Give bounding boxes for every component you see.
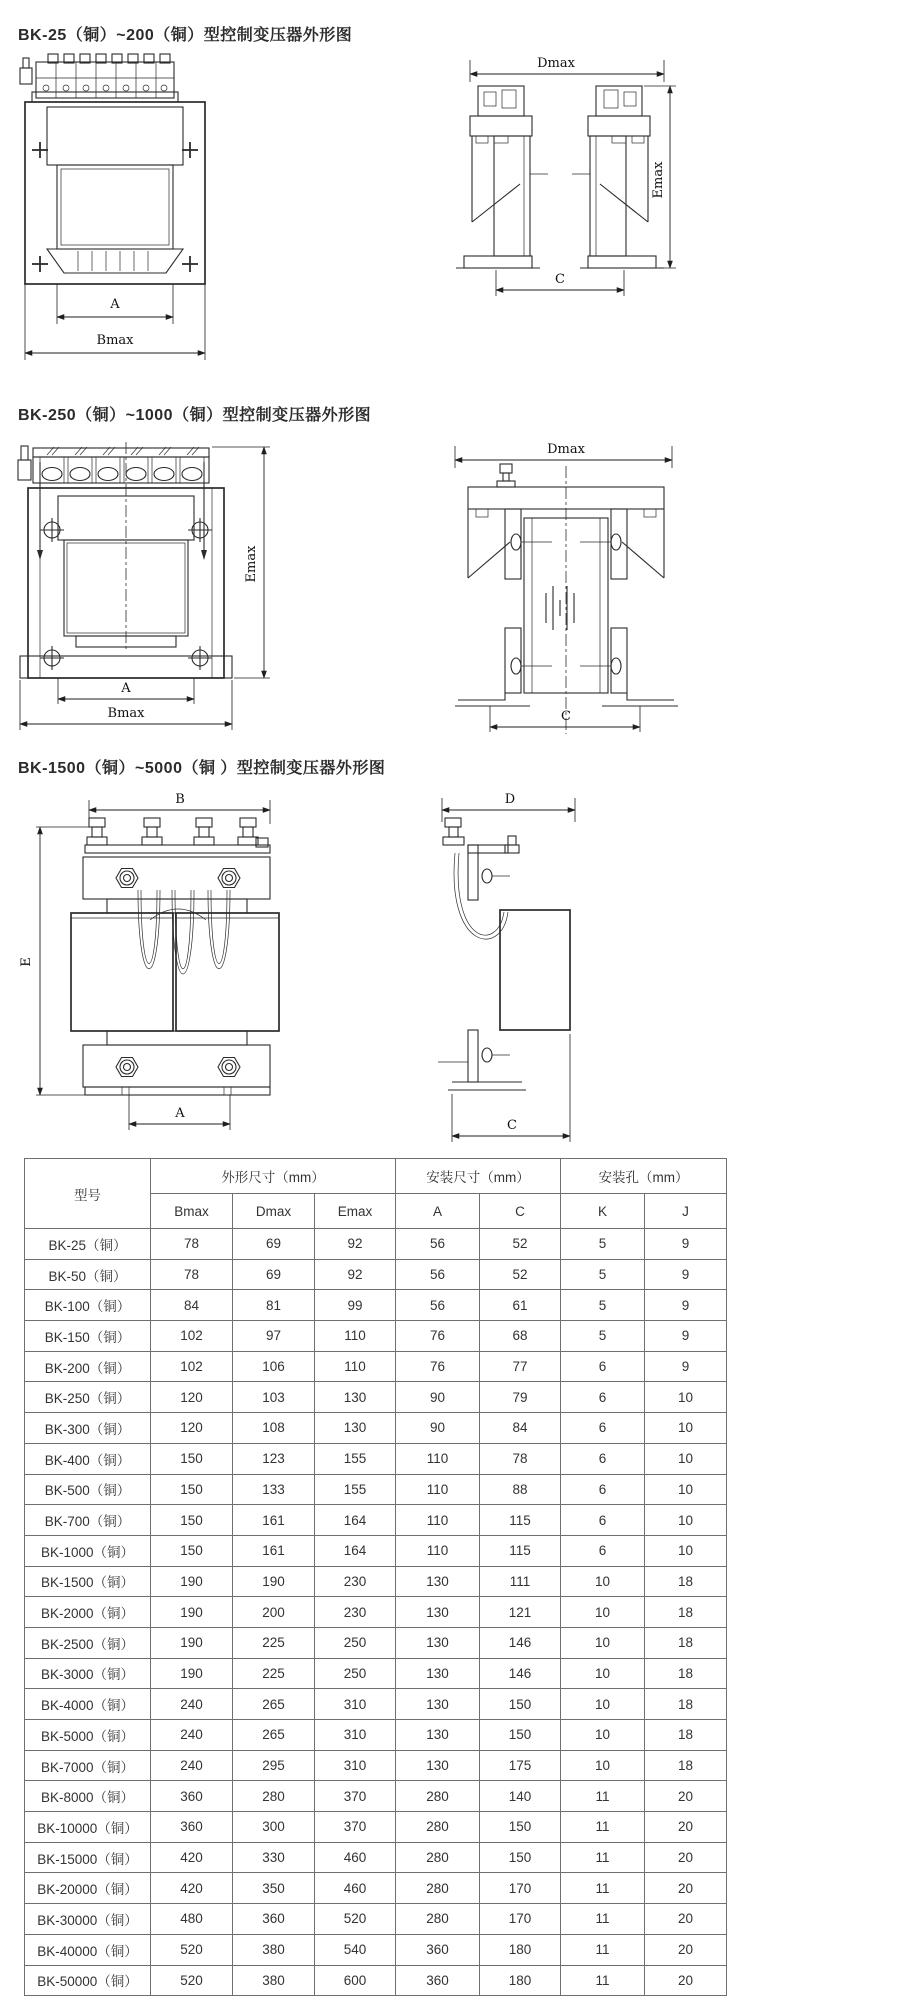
model-cell: BK-500（铜） [25, 1474, 151, 1505]
value-cell: 56 [396, 1259, 480, 1290]
value-cell: 190 [151, 1566, 233, 1597]
value-cell: 180 [480, 1965, 561, 1996]
value-cell: 69 [233, 1259, 315, 1290]
value-cell: 110 [315, 1321, 396, 1352]
value-cell: 170 [480, 1873, 561, 1904]
value-cell: 69 [233, 1229, 315, 1260]
value-cell: 370 [315, 1812, 396, 1843]
value-cell: 190 [151, 1627, 233, 1658]
dim-label-a: A [110, 297, 120, 312]
value-cell: 61 [480, 1290, 561, 1321]
value-cell: 84 [480, 1413, 561, 1444]
table-row [25, 1965, 727, 1996]
model-cell: BK-1000（铜） [25, 1535, 151, 1566]
value-cell: 130 [396, 1566, 480, 1597]
value-cell: 480 [151, 1904, 233, 1935]
value-cell: 11 [561, 1842, 645, 1873]
value-cell: 164 [315, 1535, 396, 1566]
side-view-small-transformer [456, 56, 676, 296]
value-cell: 130 [396, 1627, 480, 1658]
value-cell: 130 [396, 1597, 480, 1628]
value-cell: 140 [480, 1781, 561, 1812]
value-cell: 280 [396, 1873, 480, 1904]
value-cell: 10 [561, 1566, 645, 1597]
dim-label-c: C [561, 709, 571, 724]
value-cell: 76 [396, 1351, 480, 1382]
value-cell: 76 [396, 1321, 480, 1352]
table-row [25, 1750, 727, 1781]
side-view-large-transformer [438, 792, 575, 1142]
model-cell: BK-5000（铜） [25, 1720, 151, 1751]
value-cell: 420 [151, 1873, 233, 1904]
value-cell: 108 [233, 1413, 315, 1444]
value-cell: 9 [645, 1290, 727, 1321]
table-row [25, 1474, 727, 1505]
value-cell: 110 [396, 1474, 480, 1505]
value-cell: 460 [315, 1842, 396, 1873]
value-cell: 310 [315, 1720, 396, 1751]
value-cell: 56 [396, 1229, 480, 1260]
value-cell: 310 [315, 1750, 396, 1781]
value-cell: 240 [151, 1750, 233, 1781]
model-cell: BK-8000（铜） [25, 1781, 151, 1812]
table-row [25, 1259, 727, 1290]
value-cell: 11 [561, 1781, 645, 1812]
section-1-title: BK-25（铜）~200（铜）型控制变压器外形图 [18, 27, 353, 44]
value-cell: 600 [315, 1965, 396, 1996]
value-cell: 11 [561, 1934, 645, 1965]
value-cell: 78 [480, 1443, 561, 1474]
value-cell: 161 [233, 1505, 315, 1536]
value-cell: 265 [233, 1720, 315, 1751]
value-cell: 370 [315, 1781, 396, 1812]
mounting-size-group-header: 安装尺寸（mm） [396, 1159, 561, 1194]
value-cell: 78 [151, 1229, 233, 1260]
value-cell: 92 [315, 1229, 396, 1260]
value-cell: 130 [396, 1658, 480, 1689]
section-1-diagram [0, 52, 900, 392]
dim-label-c: C [507, 1118, 517, 1133]
table-row [25, 1351, 727, 1382]
model-cell: BK-40000（铜） [25, 1934, 151, 1965]
value-cell: 9 [645, 1351, 727, 1382]
dim-label-e: E [19, 957, 34, 967]
model-cell: BK-30000（铜） [25, 1904, 151, 1935]
value-cell: 240 [151, 1689, 233, 1720]
value-cell: 380 [233, 1965, 315, 1996]
value-cell: 79 [480, 1382, 561, 1413]
value-cell: 240 [151, 1720, 233, 1751]
section-2-title: BK-250（铜）~1000（铜）型控制变压器外形图 [18, 407, 372, 424]
table-row [25, 1842, 727, 1873]
front-view-large-transformer [19, 792, 279, 1130]
table-row [25, 1566, 727, 1597]
table-row [25, 1812, 727, 1843]
model-cell: BK-400（铜） [25, 1443, 151, 1474]
value-cell: 18 [645, 1597, 727, 1628]
col-header-a: A [396, 1194, 480, 1229]
value-cell: 77 [480, 1351, 561, 1382]
value-cell: 11 [561, 1812, 645, 1843]
model-cell: BK-1500（铜） [25, 1566, 151, 1597]
value-cell: 88 [480, 1474, 561, 1505]
value-cell: 250 [315, 1658, 396, 1689]
table-group-header-row [25, 1159, 727, 1194]
value-cell: 360 [396, 1965, 480, 1996]
value-cell: 130 [315, 1413, 396, 1444]
dim-label-a: A [121, 681, 131, 696]
model-cell: BK-700（铜） [25, 1505, 151, 1536]
value-cell: 190 [151, 1597, 233, 1628]
value-cell: 150 [151, 1474, 233, 1505]
table-row [25, 1627, 727, 1658]
front-view-small-transformer [20, 54, 205, 360]
value-cell: 250 [315, 1627, 396, 1658]
value-cell: 6 [561, 1443, 645, 1474]
value-cell: 20 [645, 1842, 727, 1873]
value-cell: 10 [645, 1443, 727, 1474]
value-cell: 102 [151, 1351, 233, 1382]
value-cell: 18 [645, 1750, 727, 1781]
model-cell: BK-200（铜） [25, 1351, 151, 1382]
mounting-hole-group-header: 安装孔（mm） [561, 1159, 727, 1194]
section-3-title: BK-1500（铜）~5000（铜 ）型控制变压器外形图 [18, 760, 386, 777]
value-cell: 10 [645, 1535, 727, 1566]
table-body [25, 1229, 727, 1996]
value-cell: 20 [645, 1965, 727, 1996]
value-cell: 11 [561, 1965, 645, 1996]
dim-label-emax: Emax [244, 545, 259, 583]
value-cell: 520 [315, 1904, 396, 1935]
value-cell: 280 [396, 1904, 480, 1935]
model-cell: BK-300（铜） [25, 1413, 151, 1444]
value-cell: 6 [561, 1382, 645, 1413]
table-row [25, 1382, 727, 1413]
value-cell: 20 [645, 1781, 727, 1812]
model-cell: BK-25（铜） [25, 1229, 151, 1260]
dim-label-emax: Emax [651, 161, 666, 199]
value-cell: 92 [315, 1259, 396, 1290]
value-cell: 133 [233, 1474, 315, 1505]
value-cell: 97 [233, 1321, 315, 1352]
value-cell: 150 [480, 1812, 561, 1843]
model-cell: BK-150（铜） [25, 1321, 151, 1352]
value-cell: 280 [396, 1812, 480, 1843]
table-row [25, 1658, 727, 1689]
value-cell: 6 [561, 1535, 645, 1566]
model-cell: BK-50（铜） [25, 1259, 151, 1290]
section-3-diagram [0, 790, 900, 1152]
value-cell: 18 [645, 1566, 727, 1597]
col-header-c: C [480, 1194, 561, 1229]
model-cell: BK-3000（铜） [25, 1658, 151, 1689]
value-cell: 102 [151, 1321, 233, 1352]
value-cell: 9 [645, 1321, 727, 1352]
table-row [25, 1689, 727, 1720]
value-cell: 9 [645, 1229, 727, 1260]
value-cell: 190 [151, 1658, 233, 1689]
value-cell: 280 [396, 1842, 480, 1873]
value-cell: 115 [480, 1505, 561, 1536]
dim-label-bmax: Bmax [107, 706, 145, 721]
value-cell: 280 [396, 1781, 480, 1812]
value-cell: 84 [151, 1290, 233, 1321]
model-cell: BK-10000（铜） [25, 1812, 151, 1843]
table-row [25, 1290, 727, 1321]
value-cell: 78 [151, 1259, 233, 1290]
value-cell: 120 [151, 1382, 233, 1413]
value-cell: 230 [315, 1597, 396, 1628]
model-cell: BK-100（铜） [25, 1290, 151, 1321]
value-cell: 10 [561, 1689, 645, 1720]
value-cell: 225 [233, 1658, 315, 1689]
value-cell: 81 [233, 1290, 315, 1321]
value-cell: 110 [396, 1505, 480, 1536]
value-cell: 460 [315, 1873, 396, 1904]
value-cell: 146 [480, 1658, 561, 1689]
value-cell: 155 [315, 1474, 396, 1505]
value-cell: 330 [233, 1842, 315, 1873]
table-row [25, 1321, 727, 1352]
value-cell: 420 [151, 1842, 233, 1873]
model-cell: BK-15000（铜） [25, 1842, 151, 1873]
table-row [25, 1934, 727, 1965]
value-cell: 6 [561, 1474, 645, 1505]
dimension-table-wrapper [24, 1158, 727, 1996]
model-cell: BK-250（铜） [25, 1382, 151, 1413]
value-cell: 10 [561, 1597, 645, 1628]
col-header-emax: Emax [315, 1194, 396, 1229]
value-cell: 90 [396, 1382, 480, 1413]
value-cell: 150 [480, 1842, 561, 1873]
value-cell: 20 [645, 1934, 727, 1965]
value-cell: 520 [151, 1965, 233, 1996]
value-cell: 6 [561, 1413, 645, 1444]
value-cell: 540 [315, 1934, 396, 1965]
value-cell: 18 [645, 1627, 727, 1658]
value-cell: 360 [233, 1904, 315, 1935]
table-row [25, 1229, 727, 1260]
model-column-header: 型号 [25, 1159, 151, 1229]
value-cell: 10 [645, 1505, 727, 1536]
value-cell: 150 [151, 1443, 233, 1474]
value-cell: 56 [396, 1290, 480, 1321]
value-cell: 190 [233, 1566, 315, 1597]
value-cell: 150 [480, 1720, 561, 1751]
value-cell: 5 [561, 1321, 645, 1352]
value-cell: 10 [645, 1474, 727, 1505]
model-cell: BK-20000（铜） [25, 1873, 151, 1904]
value-cell: 200 [233, 1597, 315, 1628]
value-cell: 123 [233, 1443, 315, 1474]
table-row [25, 1443, 727, 1474]
table-row [25, 1720, 727, 1751]
value-cell: 110 [315, 1351, 396, 1382]
dim-label-dmax: Dmax [547, 442, 585, 457]
table-row [25, 1597, 727, 1628]
value-cell: 130 [396, 1750, 480, 1781]
col-header-bmax: Bmax [151, 1194, 233, 1229]
model-cell: BK-2000（铜） [25, 1597, 151, 1628]
side-view-medium-transformer [455, 442, 678, 734]
value-cell: 175 [480, 1750, 561, 1781]
value-cell: 130 [396, 1689, 480, 1720]
table-row [25, 1505, 727, 1536]
value-cell: 130 [315, 1382, 396, 1413]
value-cell: 6 [561, 1505, 645, 1536]
value-cell: 5 [561, 1259, 645, 1290]
table-row [25, 1535, 727, 1566]
value-cell: 164 [315, 1505, 396, 1536]
value-cell: 10 [561, 1720, 645, 1751]
value-cell: 52 [480, 1259, 561, 1290]
value-cell: 20 [645, 1812, 727, 1843]
value-cell: 10 [561, 1658, 645, 1689]
dim-label-dmax: Dmax [537, 56, 575, 71]
value-cell: 360 [396, 1934, 480, 1965]
value-cell: 110 [396, 1535, 480, 1566]
value-cell: 150 [151, 1505, 233, 1536]
value-cell: 360 [151, 1812, 233, 1843]
value-cell: 9 [645, 1259, 727, 1290]
dimension-table [24, 1158, 727, 1996]
value-cell: 52 [480, 1229, 561, 1260]
table-row [25, 1781, 727, 1812]
value-cell: 280 [233, 1781, 315, 1812]
value-cell: 350 [233, 1873, 315, 1904]
value-cell: 10 [645, 1413, 727, 1444]
model-cell: BK-4000（铜） [25, 1689, 151, 1720]
value-cell: 230 [315, 1566, 396, 1597]
model-cell: BK-7000（铜） [25, 1750, 151, 1781]
value-cell: 11 [561, 1873, 645, 1904]
value-cell: 120 [151, 1413, 233, 1444]
front-view-medium-transformer [18, 442, 270, 730]
value-cell: 115 [480, 1535, 561, 1566]
value-cell: 106 [233, 1351, 315, 1382]
value-cell: 68 [480, 1321, 561, 1352]
value-cell: 130 [396, 1720, 480, 1751]
value-cell: 155 [315, 1443, 396, 1474]
value-cell: 310 [315, 1689, 396, 1720]
value-cell: 110 [396, 1443, 480, 1474]
value-cell: 265 [233, 1689, 315, 1720]
table-row [25, 1413, 727, 1444]
value-cell: 90 [396, 1413, 480, 1444]
value-cell: 11 [561, 1904, 645, 1935]
table-row [25, 1904, 727, 1935]
value-cell: 6 [561, 1351, 645, 1382]
dim-label-d: D [504, 792, 516, 807]
value-cell: 18 [645, 1658, 727, 1689]
col-header-j: J [645, 1194, 727, 1229]
value-cell: 295 [233, 1750, 315, 1781]
value-cell: 170 [480, 1904, 561, 1935]
value-cell: 225 [233, 1627, 315, 1658]
dim-label-b: B [175, 792, 185, 807]
dim-label-bmax: Bmax [96, 333, 134, 348]
table-row [25, 1873, 727, 1904]
value-cell: 20 [645, 1904, 727, 1935]
col-header-k: K [561, 1194, 645, 1229]
value-cell: 10 [561, 1627, 645, 1658]
value-cell: 5 [561, 1229, 645, 1260]
section-2-diagram [0, 438, 900, 748]
outline-size-group-header: 外形尺寸（mm） [151, 1159, 396, 1194]
value-cell: 121 [480, 1597, 561, 1628]
value-cell: 146 [480, 1627, 561, 1658]
value-cell: 360 [151, 1781, 233, 1812]
value-cell: 300 [233, 1812, 315, 1843]
dim-label-c: C [555, 272, 565, 287]
value-cell: 99 [315, 1290, 396, 1321]
value-cell: 18 [645, 1689, 727, 1720]
value-cell: 161 [233, 1535, 315, 1566]
value-cell: 10 [561, 1750, 645, 1781]
value-cell: 20 [645, 1873, 727, 1904]
value-cell: 180 [480, 1934, 561, 1965]
value-cell: 10 [645, 1382, 727, 1413]
model-cell: BK-2500（铜） [25, 1627, 151, 1658]
value-cell: 520 [151, 1934, 233, 1965]
value-cell: 150 [480, 1689, 561, 1720]
value-cell: 111 [480, 1566, 561, 1597]
dim-label-a: A [175, 1106, 185, 1121]
value-cell: 150 [151, 1535, 233, 1566]
value-cell: 5 [561, 1290, 645, 1321]
col-header-dmax: Dmax [233, 1194, 315, 1229]
value-cell: 18 [645, 1720, 727, 1751]
model-cell: BK-50000（铜） [25, 1965, 151, 1996]
value-cell: 380 [233, 1934, 315, 1965]
value-cell: 103 [233, 1382, 315, 1413]
